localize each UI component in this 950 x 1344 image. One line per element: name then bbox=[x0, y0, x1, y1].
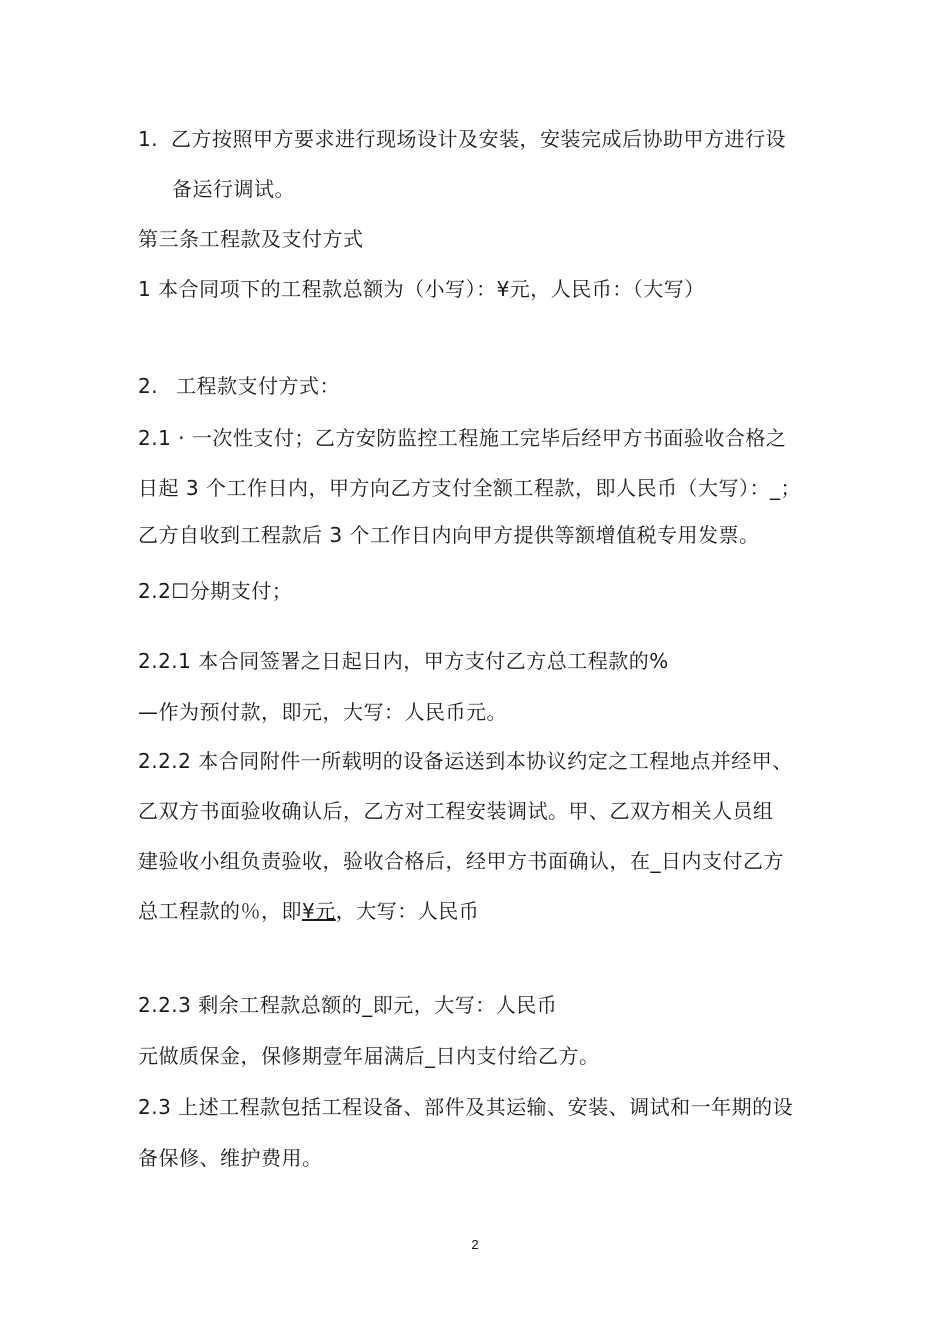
underlined-amount: ¥元 bbox=[302, 899, 336, 923]
paragraph-line: 2.2.2 本合同附件一所载明的设备运送到本协议约定之工程地点并经甲、 bbox=[138, 749, 793, 773]
section-heading: 第三条工程款及支付方式 bbox=[138, 227, 364, 251]
paragraph-line: 备运行调试。 bbox=[172, 177, 295, 201]
paragraph-line: 2.2.3 剩余工程款总额的_即元，大写：人民币 bbox=[138, 993, 558, 1017]
paragraph-line: 1 本合同项下的工程款总额为（小写）：¥元，人民币：（大写） bbox=[138, 277, 705, 301]
paragraph-line: 元做质保金，保修期壹年届满后_日内支付给乙方。 bbox=[138, 1044, 600, 1068]
text-segment: ，大写：人民币 bbox=[335, 899, 480, 923]
paragraph-line: 建验收小组负责验收，验收合格后，经甲方书面确认，在_日内支付乙方 bbox=[138, 849, 784, 873]
list-number: 1. bbox=[138, 127, 159, 151]
paragraph-line: 2.2☐分期支付； bbox=[138, 579, 293, 603]
paragraph-line: 备保修、维护费用。 bbox=[138, 1146, 323, 1170]
list-number: 2. bbox=[138, 374, 159, 398]
paragraph-line: 2.2.1 本合同签署之日起日内，甲方支付乙方总工程款的% bbox=[138, 649, 669, 673]
paragraph-line: 日起 3 个工作日内，甲方向乙方支付全额工程款，即人民币（大写）：_； bbox=[138, 476, 801, 500]
text-segment: 总工程款的％，即 bbox=[138, 899, 302, 923]
paragraph-text: 工程款支付方式： bbox=[176, 374, 340, 398]
page-number: 2 bbox=[471, 1237, 479, 1252]
list-item-2 bbox=[138, 373, 340, 399]
paragraph-line: 2.3 上述工程款包括工程设备、部件及其运输、安装、调试和一年期的设 bbox=[138, 1095, 794, 1119]
list-item-1 bbox=[138, 126, 786, 152]
paragraph-line: —作为预付款，即元，大写：人民币元。 bbox=[138, 700, 507, 724]
paragraph-line: 乙方自收到工程款后 3 个工作日内向甲方提供等额增值税专用发票。 bbox=[138, 523, 760, 547]
paragraph-line: 2.1 · 一次性支付；乙方安防监控工程施工完毕后经甲方书面验收合格之 bbox=[138, 426, 787, 450]
paragraph-line bbox=[138, 898, 479, 924]
paragraph-line: 乙双方书面验收确认后，乙方对工程安装调试。甲、乙双方相关人员组 bbox=[138, 799, 774, 823]
paragraph-text: 乙方按照甲方要求进行现场设计及安装，安装完成后协助甲方进行设 bbox=[171, 127, 786, 151]
